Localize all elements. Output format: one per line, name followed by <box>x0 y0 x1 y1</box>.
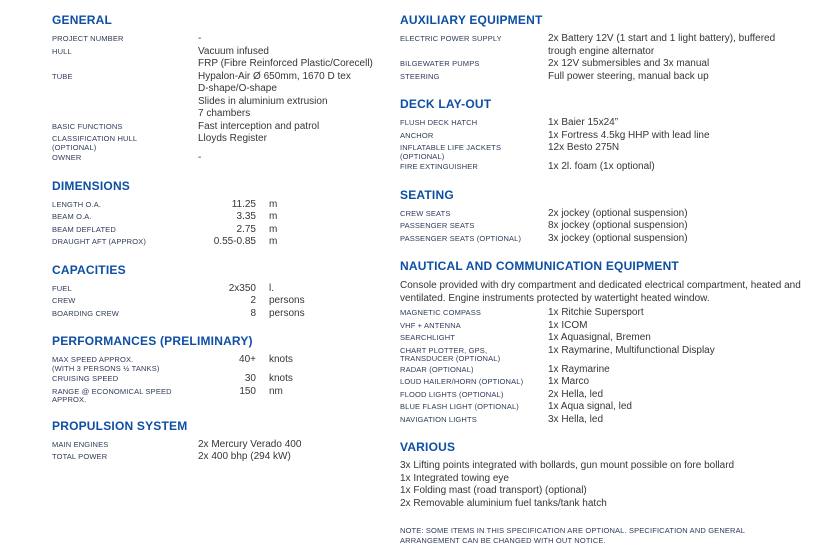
spec-value-line: Fast interception and patrol <box>198 120 320 132</box>
spec-value-line: 12x Besto 275N <box>548 142 620 153</box>
spec-unit: nm <box>269 385 283 397</box>
spec-value <box>548 130 710 143</box>
spec-row <box>400 208 828 221</box>
spec-unit: m <box>269 198 278 210</box>
spec-label-line: VHF + ANTENNA <box>400 320 461 330</box>
spec-label <box>52 152 198 163</box>
spec-row <box>52 354 390 373</box>
spec-value-line: 2x Mercury Verado 400 <box>198 438 302 450</box>
spec-row <box>52 451 390 464</box>
spec-unit: m <box>269 211 278 222</box>
spec-value-line: 1x Aqua signal, led <box>548 401 632 412</box>
spec-label <box>52 199 198 210</box>
section-seating <box>400 188 828 246</box>
spec-label-line: NAVIGATION LIGHTS <box>400 414 477 424</box>
section-capacities <box>52 263 390 321</box>
spec-row <box>400 71 828 84</box>
spec-unit: l. <box>269 282 274 294</box>
spec-row <box>400 401 828 414</box>
spec-label-line: FLUSH DECK HATCH <box>400 118 478 127</box>
spec-label <box>400 389 548 400</box>
spec-label-line: CHART PLOTTER, GPS, <box>400 345 488 355</box>
spec-label-line: PROJECT NUMBER <box>52 34 124 43</box>
spec-label-line: DRAUGHT AFT (APPROX) <box>52 237 146 246</box>
spec-value <box>548 345 715 358</box>
spec-line: 1x Folding mast (road transport) (optional) <box>400 485 587 496</box>
spec-value <box>548 161 655 174</box>
spec-label <box>52 121 198 132</box>
spec-label-line: TRANSDUCER (OPTIONAL) <box>400 354 501 363</box>
spec-row <box>400 389 828 402</box>
section-title: CAPACITIES <box>52 262 126 277</box>
spec-value: 30 <box>244 373 256 384</box>
spec-value: 150 <box>239 385 256 397</box>
spec-value: 0.55-0.85 <box>213 236 256 247</box>
spec-label-line: LENGTH O.A. <box>52 199 102 209</box>
spec-value-line: 1x Raymarine <box>548 363 610 375</box>
spec-label <box>400 307 548 318</box>
spec-label <box>400 161 548 172</box>
spec-unit: m <box>269 236 278 247</box>
section-title: PERFORMANCES (PRELIMINARY) <box>52 334 253 348</box>
spec-value-line: 1x Marco <box>548 376 590 387</box>
spec-label <box>52 71 198 82</box>
spec-value-line: trough engine alternator <box>548 45 655 57</box>
spec-value <box>198 46 373 71</box>
footnote: NOTE: SOME ITEMS IN THIS SPECIFICATION ARE OPTIONAL. SPECIFICATION AND GENERAL ARRANGEMENT CAN BE CHANGED WITH OUT NOTICE. <box>400 526 745 545</box>
spec-value-line: 7 chambers <box>198 108 251 119</box>
spec-label-line: BLUE FLASH LIGHT (OPTIONAL) <box>400 402 519 411</box>
spec-row <box>52 295 390 308</box>
spec-row <box>400 220 828 233</box>
spec-label-line: (WITH 3 PERSONS ½ TANKS) <box>52 363 160 373</box>
spec-value <box>548 364 610 377</box>
spec-line: 2x Removable aluminium fuel tanks/tank hatch <box>400 497 607 509</box>
section-auxiliary-equipment <box>400 13 828 83</box>
spec-line: 1x Integrated towing eye <box>400 472 509 484</box>
spec-value: 2x350 <box>228 282 256 294</box>
spec-row <box>52 373 390 386</box>
spec-row <box>52 46 390 71</box>
spec-value <box>548 307 644 320</box>
section-deck-lay-out <box>400 97 828 174</box>
spec-value <box>548 389 603 402</box>
spec-label <box>52 33 198 44</box>
spec-value <box>548 33 775 58</box>
spec-label <box>400 332 548 343</box>
spec-label <box>400 233 548 244</box>
spec-value-line: FRP (Fibre Reinforced Plastic/Corecell) <box>198 58 373 69</box>
spec-label-line: ELECTRIC POWER SUPPLY <box>400 34 502 43</box>
spec-row <box>400 117 828 130</box>
spec-value-line: 2x Hella, led <box>548 388 604 400</box>
spec-row <box>400 142 828 161</box>
spec-label <box>400 376 548 387</box>
spec-row <box>52 33 390 46</box>
spec-value-line: 2x 12V submersibles and 3x manual <box>548 58 710 69</box>
spec-label-line: TOTAL POWER <box>52 452 108 461</box>
spec-value: 8 <box>250 307 256 319</box>
spec-label <box>52 46 198 57</box>
spec-label-line: HULL <box>52 46 72 56</box>
spec-value-line: 1x Fortress 4.5kg HHP with lead line <box>548 129 710 141</box>
spec-label <box>52 386 198 405</box>
spec-label-line: BEAM O.A. <box>52 212 92 221</box>
spec-label-line: CRUISING SPEED <box>52 374 119 383</box>
spec-label-line: PASSENGER SEATS (OPTIONAL) <box>400 233 522 243</box>
spec-row <box>400 376 828 389</box>
spec-label-line: STEERING <box>400 71 440 81</box>
spec-label-line: FIRE EXTINGUISHER <box>400 162 478 171</box>
spec-value <box>548 233 688 246</box>
spec-value-line: 1x Raymarine, Multifunctional Display <box>548 344 715 356</box>
spec-unit: knots <box>269 354 293 365</box>
spec-row <box>52 121 390 134</box>
spec-value-line: 1x ICOM <box>548 319 588 331</box>
spec-value-line: 1x Aquasignal, Bremen <box>548 332 651 343</box>
spec-value <box>548 142 619 155</box>
spec-label <box>400 33 548 44</box>
left-sections <box>52 13 390 464</box>
spec-label-line: RANGE @ ECONOMICAL SPEED <box>52 386 172 396</box>
section-dimensions <box>52 179 390 249</box>
spec-label-line: BILGEWATER PUMPS <box>400 59 480 68</box>
spec-unit: persons <box>269 307 305 319</box>
spec-unit: m <box>269 223 278 235</box>
spec-value <box>548 71 709 84</box>
spec-label-line: RADAR (OPTIONAL) <box>400 364 474 374</box>
spec-unit: persons <box>269 295 305 306</box>
spec-label-line: PASSENGER SEATS <box>400 221 475 230</box>
spec-line: 3x Lifting points integrated with bollards, gun mount possible on fore bollard <box>400 460 735 471</box>
spec-row <box>400 345 828 364</box>
spec-row <box>400 130 828 143</box>
spec-value-line: - <box>198 152 202 163</box>
section-nautical-and-communication-equipment <box>400 259 828 426</box>
spec-label <box>400 364 548 375</box>
spec-row <box>400 332 828 345</box>
spec-value-line: 3x Hella, led <box>548 413 604 425</box>
spec-row <box>400 58 828 71</box>
spec-label-line: CREW <box>52 296 76 305</box>
spec-value: 11.25 <box>231 198 256 210</box>
spec-label <box>52 308 198 319</box>
spec-row <box>52 308 390 321</box>
spec-label-line: MAIN ENGINES <box>52 439 109 449</box>
spec-row <box>52 236 390 249</box>
spec-row <box>400 233 828 246</box>
spec-row <box>52 224 390 237</box>
spec-label <box>52 439 198 450</box>
spec-value-line: 3x jockey (optional suspension) <box>548 232 688 244</box>
spec-value-line: 1x Ritchie Supersport <box>548 307 644 318</box>
spec-value <box>548 401 632 414</box>
spec-label-line: CLASSIFICATION HULL <box>52 134 138 143</box>
section-title: AUXILIARY EQUIPMENT <box>400 13 543 27</box>
spec-label <box>400 208 548 219</box>
spec-label <box>52 451 198 462</box>
spec-label-line: BEAM DEFLATED <box>52 224 116 234</box>
spec-label-line: LOUD HAILER/HORN (OPTIONAL) <box>400 377 524 386</box>
section-title: VARIOUS <box>400 440 456 454</box>
spec-label <box>400 71 548 82</box>
spec-label <box>52 295 198 306</box>
spec-label-line: MAGNETIC COMPASS <box>400 308 482 317</box>
spec-value <box>548 376 589 389</box>
section-title: DECK LAY-OUT <box>400 97 492 111</box>
spec-value-line: Lloyds Register <box>198 133 267 144</box>
spec-value-line: 8x jockey (optional suspension) <box>548 220 688 231</box>
spec-label-line: ANCHOR <box>400 130 434 140</box>
spec-value <box>548 332 651 345</box>
spec-label-line: (OPTIONAL) <box>400 151 445 161</box>
spec-label <box>400 220 548 231</box>
section-title: PROPULSION SYSTEM <box>52 418 188 433</box>
spec-value: 2.75 <box>236 223 256 235</box>
spec-label <box>52 224 198 235</box>
section-title: SEATING <box>400 187 454 202</box>
spec-value-line: 1x Baier 15x24” <box>548 117 619 128</box>
spec-row <box>400 414 828 427</box>
spec-label <box>400 401 548 412</box>
section-title: NAUTICAL AND COMMUNICATION EQUIPMENT <box>400 259 679 273</box>
spec-row <box>52 386 390 405</box>
spec-value <box>198 71 351 121</box>
spec-value <box>548 208 688 221</box>
spec-value <box>548 117 618 130</box>
spec-row <box>52 199 390 212</box>
spec-row <box>52 133 390 152</box>
spec-label <box>52 236 198 247</box>
spec-row <box>400 33 828 58</box>
spec-row <box>400 307 828 320</box>
spec-value <box>548 58 709 71</box>
spec-value-line: 1x 2l. foam (1x optional) <box>548 161 655 172</box>
spec-label-line: TUBE <box>52 71 73 81</box>
spec-label-line: (OPTIONAL) <box>52 142 97 152</box>
spec-label <box>52 133 198 152</box>
spec-label-line: BOARDING CREW <box>52 308 119 318</box>
spec-value <box>548 414 603 427</box>
spec-label <box>400 345 548 364</box>
spec-label-line: MAX SPEED APPROX. <box>52 355 134 364</box>
spec-value <box>198 121 319 134</box>
spec-label <box>400 58 548 69</box>
spec-value-line: 2x jockey (optional suspension) <box>548 207 688 219</box>
section-various <box>400 440 828 510</box>
spec-value-line: D-shape/O-shape <box>198 83 277 94</box>
spec-value: 40+ <box>239 354 256 365</box>
spec-row <box>52 211 390 224</box>
spec-label <box>400 320 548 331</box>
spec-label-line: BASIC FUNCTIONS <box>52 121 123 131</box>
spec-label-line: CREW SEATS <box>400 208 451 218</box>
spec-label-line: OWNER <box>52 153 82 162</box>
spec-label-line: FUEL <box>52 283 72 293</box>
spec-value <box>198 439 301 452</box>
spec-row <box>52 283 390 296</box>
spec-row <box>400 320 828 333</box>
spec-label <box>52 211 198 222</box>
spec-value <box>548 320 587 333</box>
spec-row <box>400 364 828 377</box>
spec-value-line: Hypalon-Air Ø 650mm, 1670 D tex <box>198 70 351 82</box>
spec-row <box>400 161 828 174</box>
spec-label <box>52 373 198 384</box>
section-title: DIMENSIONS <box>52 178 131 193</box>
spec-label <box>400 142 548 161</box>
spec-label-line: INFLATABLE LIFE JACKETS <box>400 143 502 152</box>
section-title: GENERAL <box>52 13 113 27</box>
spec-label-line: SEARCHLIGHT <box>400 333 455 342</box>
spec-value-line: Slides in aluminium extrusion <box>198 95 328 107</box>
spec-value <box>198 152 201 165</box>
spec-value-line: - <box>198 33 202 44</box>
right-column <box>400 13 828 545</box>
spec-row <box>52 439 390 452</box>
spec-value-line: Full power steering, manual back up <box>548 70 709 82</box>
spec-row <box>52 152 390 165</box>
section-intro: Console provided with dry compartment and dedicated electrical compartment, heated and ventilated. Engine instruments protected by watertight heated window. <box>400 280 801 304</box>
spec-value: 2 <box>250 295 256 306</box>
spec-row <box>52 71 390 121</box>
section-general <box>52 13 390 165</box>
spec-unit: knots <box>269 373 293 384</box>
spec-value <box>548 220 688 233</box>
spec-value-line: Vacuum infused <box>198 45 269 57</box>
spec-label <box>400 117 548 128</box>
spec-label-line: APPROX. <box>52 395 87 404</box>
spec-label <box>400 130 548 141</box>
spec-label <box>400 414 548 425</box>
spec-value <box>198 33 201 46</box>
section-performances-preliminary <box>52 334 390 405</box>
spec-value <box>198 451 291 464</box>
section-propulsion-system <box>52 419 390 464</box>
spec-value: 3.35 <box>236 211 256 222</box>
spec-value-line: 2x Battery 12V (1 start and 1 light battery), buffered <box>548 33 776 44</box>
spec-label-line: FLOOD LIGHTS (OPTIONAL) <box>400 389 504 399</box>
right-sections <box>400 13 828 510</box>
spec-value-line: 2x 400 bhp (294 kW) <box>198 451 291 462</box>
spec-label <box>52 283 198 294</box>
spec-label <box>52 354 198 373</box>
left-column <box>52 13 390 478</box>
spec-value <box>198 133 267 146</box>
